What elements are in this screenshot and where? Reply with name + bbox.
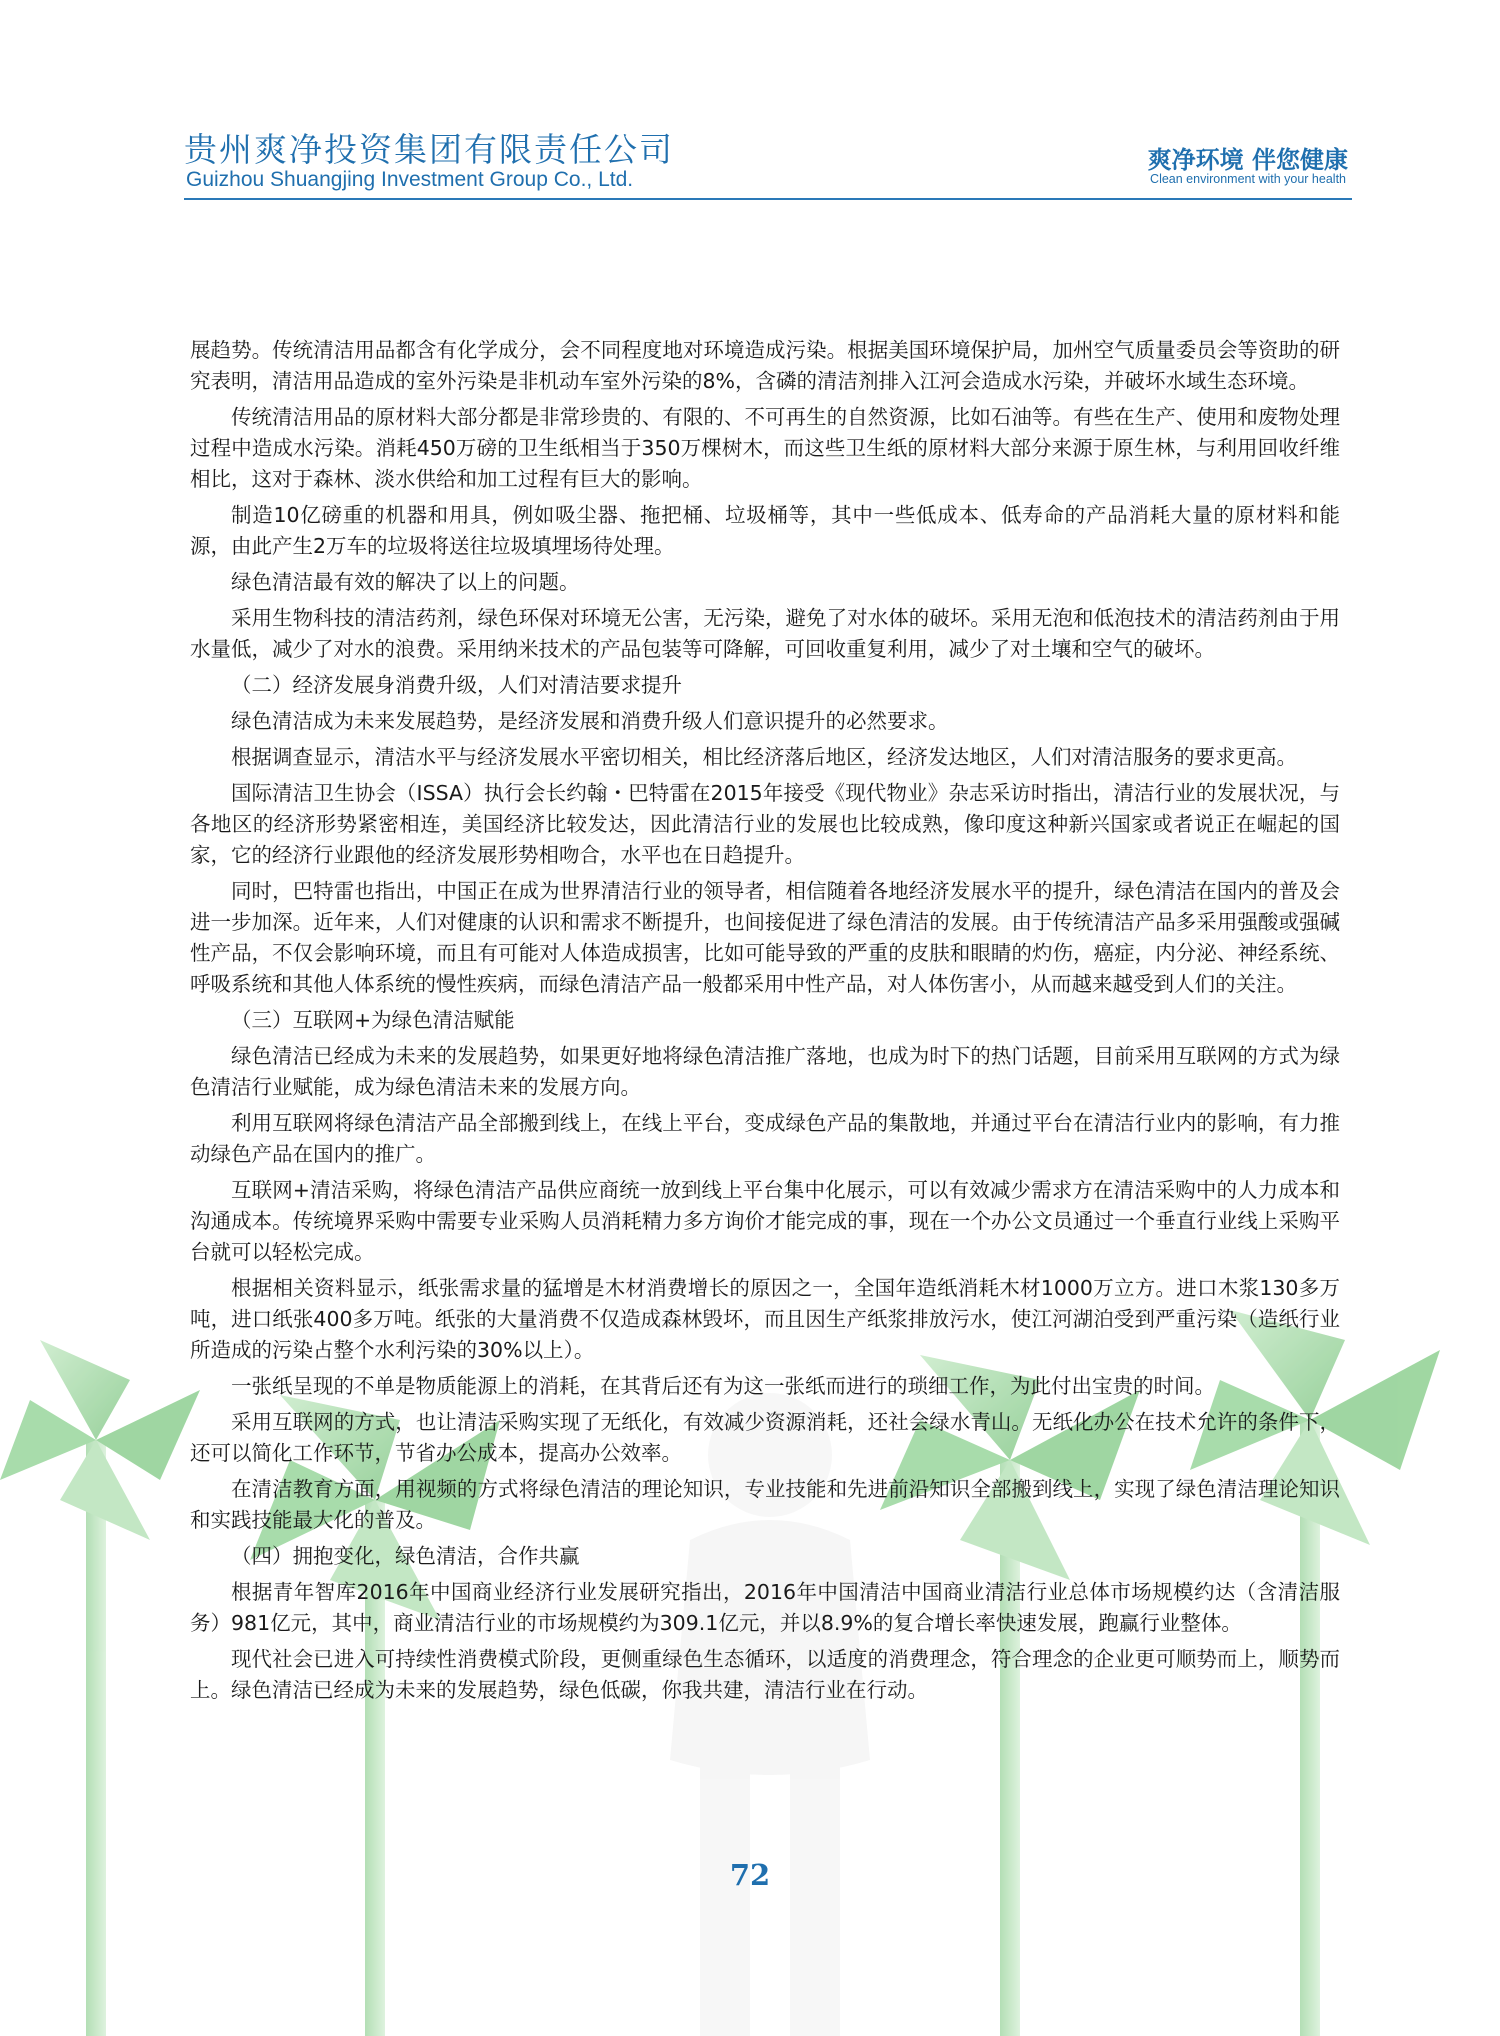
page-number: 72 bbox=[729, 1858, 771, 1892]
paragraph: 根据相关资料显示，纸张需求量的猛增是木材消费增长的原因之一，全国年造纸消耗木材1000万立方。进口木浆130多万吨，进口纸张400多万吨。纸张的大量消费不仅造成森林毁坏，而且因生产纸浆排放污水，使江河湖泊受到严重污染（造纸行业所造成的污染占整个水利污染的30%以上）。 bbox=[190, 1276, 1340, 1362]
paragraph: 绿色清洁已经成为未来的发展趋势，如果更好地将绿色清洁推广落地，也成为时下的热门话题，目前采用互联网的方式为绿色清洁行业赋能，成为绿色清洁未来的发展方向。 bbox=[190, 1044, 1340, 1099]
article-body bbox=[190, 335, 1340, 1706]
paragraph: 传统清洁用品的原材料大部分都是非常珍贵的、有限的、不可再生的自然资源，比如石油等。有些在生产、使用和废物处理过程中造成水污染。消耗450万磅的卫生纸相当于350万棵树木，而这些卫生纸的原材料大部分来源于原生林，与利用回收纤维相比，这对于森林、淡水供给和加工过程有巨大的影响。 bbox=[190, 405, 1340, 491]
section-heading: （二）经济发展身消费升级，人们对清洁要求提升 bbox=[231, 673, 682, 697]
paragraph: 利用互联网将绿色清洁产品全部搬到线上，在线上平台，变成绿色产品的集散地，并通过平台在清洁行业内的影响，有力推动绿色产品在国内的推广。 bbox=[190, 1111, 1340, 1166]
paragraph: 在清洁教育方面，用视频的方式将绿色清洁的理论知识，专业技能和先进前沿知识全部搬到线上，实现了绿色清洁理论知识和实践技能最大化的普及。 bbox=[190, 1477, 1340, 1532]
slogan-cn: 爽净环境 伴您健康 bbox=[1147, 146, 1348, 174]
section-heading: （三）互联网+为绿色清洁赋能 bbox=[231, 1008, 515, 1032]
company-name-cn: 贵州爽净投资集团有限责任公司 bbox=[184, 130, 674, 169]
header-divider bbox=[184, 198, 1352, 200]
company-name-en: Guizhou Shuangjing Investment Group Co., Ltd. bbox=[186, 168, 634, 191]
paragraph: 现代社会已进入可持续性消费模式阶段，更侧重绿色生态循环，以适度的消费理念，符合理念的企业更可顺势而上，顺势而上。绿色清洁已经成为未来的发展趋势，绿色低碳，你我共建，清洁行业在行动。 bbox=[190, 1647, 1340, 1702]
paragraph: 根据青年智库2016年中国商业经济行业发展研究指出，2016年中国清洁中国商业清洁行业总体市场规模约达（含清洁服务）981亿元，其中，商业清洁行业的市场规模约为309.1亿元，并以8.9%的复合增长率快速发展，跑赢行业整体。 bbox=[190, 1580, 1340, 1635]
paragraph: 绿色清洁最有效的解决了以上的问题。 bbox=[231, 570, 580, 594]
paragraph: 一张纸呈现的不单是物质能源上的消耗，在其背后还有为这一张纸而进行的琐细工作，为此付出宝贵的时间。 bbox=[231, 1374, 1215, 1398]
paragraph: 国际清洁卫生协会（ISSA）执行会长约翰・巴特雷在2015年接受《现代物业》杂志采访时指出，清洁行业的发展状况，与各地区的经济形势紧密相连，美国经济比较发达，因此清洁行业的发展也比较成熟，像印度这种新兴国家或者说正在崛起的国家，它的经济行业跟他的经济发展形势相吻合，水平也在日趋提升。 bbox=[190, 781, 1340, 867]
paragraph: 互联网+清洁采购，将绿色清洁产品供应商统一放到线上平台集中化展示，可以有效减少需求方在清洁采购中的人力成本和沟通成本。传统境界采购中需要专业采购人员消耗精力多方询价才能完成的事，现在一个办公文员通过一个垂直行业线上采购平台就可以轻松完成。 bbox=[190, 1178, 1340, 1264]
paragraph: 采用生物科技的清洁药剂，绿色环保对环境无公害，无污染，避免了对水体的破坏。采用无泡和低泡技术的清洁药剂由于用水量低，减少了对水的浪费。采用纳米技术的产品包装等可降解，可回收重复利用，减少了对土壤和空气的破坏。 bbox=[190, 606, 1340, 661]
section-heading: （四）拥抱变化，绿色清洁，合作共赢 bbox=[231, 1544, 580, 1568]
paragraph: 采用互联网的方式，也让清洁采购实现了无纸化，有效减少资源消耗，还社会绿水青山。无纸化办公在技术允许的条件下，还可以简化工作环节，节省办公成本，提高办公效率。 bbox=[190, 1410, 1340, 1465]
pinwheel-left bbox=[0, 1340, 200, 2036]
paragraph: 根据调查显示，清洁水平与经济发展水平密切相关，相比经济落后地区，经济发达地区，人们对清洁服务的要求更高。 bbox=[231, 745, 1297, 769]
paragraph: 展趋势。传统清洁用品都含有化学成分，会不同程度地对环境造成污染。根据美国环境保护局，加州空气质量委员会等资助的研究表明，清洁用品造成的室外污染是非机动车室外污染的8%，含磷的清洁剂排入江河会造成水污染，并破坏水域生态环境。 bbox=[190, 338, 1340, 393]
page-header bbox=[0, 0, 1500, 210]
slogan-en: Clean environment with your health bbox=[1150, 172, 1346, 186]
paragraph: 绿色清洁成为未来发展趋势，是经济发展和消费升级人们意识提升的必然要求。 bbox=[231, 709, 949, 733]
paragraph: 制造10亿磅重的机器和用具，例如吸尘器、拖把桶、垃圾桶等，其中一些低成本、低寿命的产品消耗大量的原材料和能源，由此产生2万车的垃圾将送往垃圾填埋场待处理。 bbox=[190, 503, 1340, 558]
paragraph: 同时，巴特雷也指出，中国正在成为世界清洁行业的领导者，相信随着各地经济发展水平的提升，绿色清洁在国内的普及会进一步加深。近年来，人们对健康的认识和需求不断提升，也间接促进了绿色清洁的发展。由于传统清洁产品多采用强酸或强碱性产品，不仅会影响环境，而且有可能对人体造成损害，比如可能导致的严重的皮肤和眼睛的灼伤，癌症，内分泌、神经系统、呼吸系统和其他人体系统的慢性疾病，而绿色清洁产品一般都采用中性产品，对人体伤害小，从而越来越受到人们的关注。 bbox=[190, 879, 1340, 996]
